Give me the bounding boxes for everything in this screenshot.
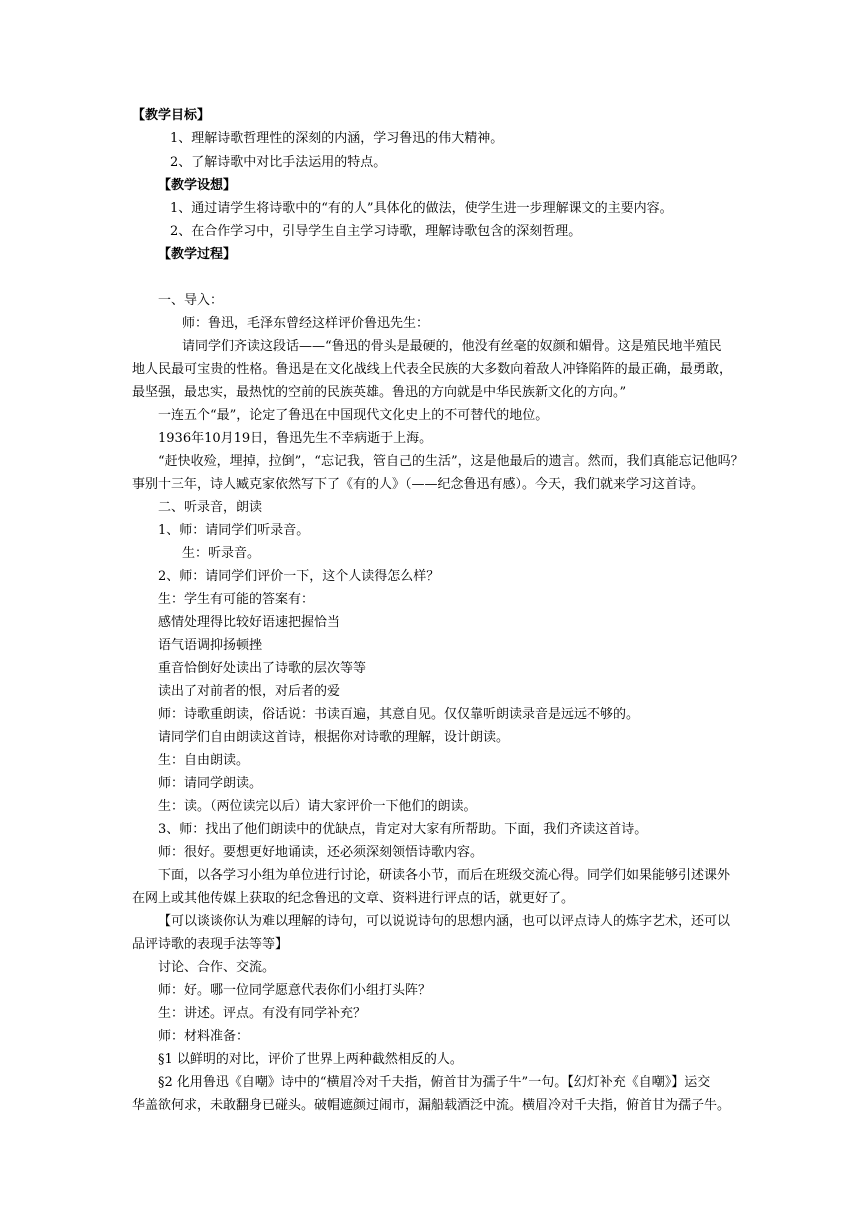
answer-line: 语气语调抑扬顿挫	[158, 638, 263, 653]
paragraph-line: 地人民最可宝贵的性格。鲁迅是在文化战线上代表全民族的大多数向着敌人冲锋陷阵的最正确，最勇敢，	[132, 362, 732, 377]
dialogue-line: 生：听录音。	[182, 546, 261, 561]
paragraph-line: §1 以鲜明的对比，评价了世界上两种截然相反的人。	[158, 1052, 463, 1067]
paragraph-line: 1936年10月19日，鲁迅先生不幸病逝于上海。	[158, 431, 433, 446]
design-item: 2、在合作学习中，引导学生自主学习诗歌，理解诗歌包含的深刻哲理。	[170, 224, 582, 239]
dialogue-line: 生：读。（两位读完以后）请大家评价一下他们的朗读。	[158, 799, 477, 814]
paragraph-line: 师：鲁迅，毛泽东曾经这样评价鲁迅先生：	[182, 316, 430, 331]
paragraph-line: 【可以谈谈你认为难以理解的诗句，可以说说诗句的思想内涵，也可以评点诗人的炼字艺术，还可以	[158, 914, 731, 929]
goal-item: 2、了解诗歌中对比手法运用的特点。	[170, 155, 387, 170]
heading-teaching-goals: 【教学目标】	[132, 108, 211, 123]
section-heading: 二、听录音，朗读	[158, 500, 263, 515]
section-heading: 一、导入：	[158, 293, 224, 308]
dialogue-line: 请同学们自由朗读这首诗，根据你对诗歌的理解，设计朗读。	[158, 730, 510, 745]
dialogue-line: 生：讲述。评点。有没有同学补充？	[158, 1006, 367, 1021]
dialogue-line: 生：自由朗读。	[158, 753, 250, 768]
heading-teaching-design: 【教学设想】	[158, 178, 237, 193]
paragraph-line: 品评诗歌的表现手法等等】	[132, 937, 289, 952]
paragraph-line: 请同学们齐读这段话——“鲁迅的骨头是最硬的，他没有丝毫的奴颜和媚骨。这是殖民地半殖民	[182, 339, 722, 354]
heading-teaching-process: 【教学过程】	[158, 247, 237, 262]
dialogue-line: 1、师：请同学们听录音。	[158, 523, 310, 538]
answer-line: 重音恰倒好处读出了诗歌的层次等等	[158, 661, 367, 676]
paragraph-line: “赶快收殓，埋掉，拉倒”，“忘记我，管自己的生活”，这是他最后的遗言。然而，我们真能忘记他吗？	[158, 454, 744, 469]
goal-item: 1、理解诗歌哲理性的深刻的内涵，学习鲁迅的伟大精神。	[170, 131, 504, 146]
paragraph-line: 一连五个“最”，论定了鲁迅在中国现代文化史上的不可替代的地位。	[158, 408, 549, 423]
answer-line: 感情处理得比较好语速把握恰当	[158, 615, 341, 630]
dialogue-line: 2、师：请同学们评价一下，这个人读得怎么样？	[158, 569, 440, 584]
paragraph-line: 在网上或其他传媒上获取的纪念鲁迅的文章、资料进行评点的话，就更好了。	[132, 891, 575, 906]
paragraph-line: 下面，以各学习小组为单位进行讨论，研读各小节，而后在班级交流心得。同学们如果能够引述课外	[158, 868, 731, 883]
dialogue-line: 师：诗歌重朗读，俗话说：书读百遍，其意自见。仅仅靠听朗读录音是远远不够的。	[158, 707, 640, 722]
paragraph-line: 华盖欲何求，未敢翻身已碰头。破帽遮颜过闹市，漏船载酒泛中流。横眉冷对千夫指，俯首甘为孺子牛。	[132, 1098, 731, 1113]
paragraph-line: 最坚强，最忠实，最热忱的空前的民族英雄。鲁迅的方向就是中华民族新文化的方向。”	[132, 385, 627, 400]
answer-line: 读出了对前者的恨，对后者的爱	[158, 684, 341, 699]
dialogue-line: 生：学生有可能的答案有：	[158, 592, 315, 607]
dialogue-line: 师：材料准备：	[158, 1029, 250, 1044]
dialogue-line: 师：很好。要想更好地诵读，还必须深刻领悟诗歌内容。	[158, 845, 484, 860]
paragraph-line: 事别十三年，诗人臧克家依然写下了《有的人》（——纪念鲁迅有感）。今天，我们就来学习这首诗。	[132, 477, 705, 492]
dialogue-line: 师：请同学朗读。	[158, 776, 263, 791]
dialogue-line: 师：好。哪一位同学愿意代表你们小组打头阵？	[158, 983, 432, 998]
dialogue-line: 讨论、合作、交流。	[158, 960, 276, 975]
design-item: 1、通过请学生将诗歌中的“有的人”具体化的做法，使学生进一步理解课文的主要内容。	[170, 201, 673, 216]
dialogue-line: 3、师：找出了他们朗读中的优缺点，肯定对大家有所帮助。下面，我们齐读这首诗。	[158, 822, 648, 837]
paragraph-line: §2 化用鲁迅《自嘲》诗中的“横眉冷对千夫指，俯首甘为孺子牛”一句。【幻灯补充《自嘲》】运交	[158, 1075, 711, 1090]
